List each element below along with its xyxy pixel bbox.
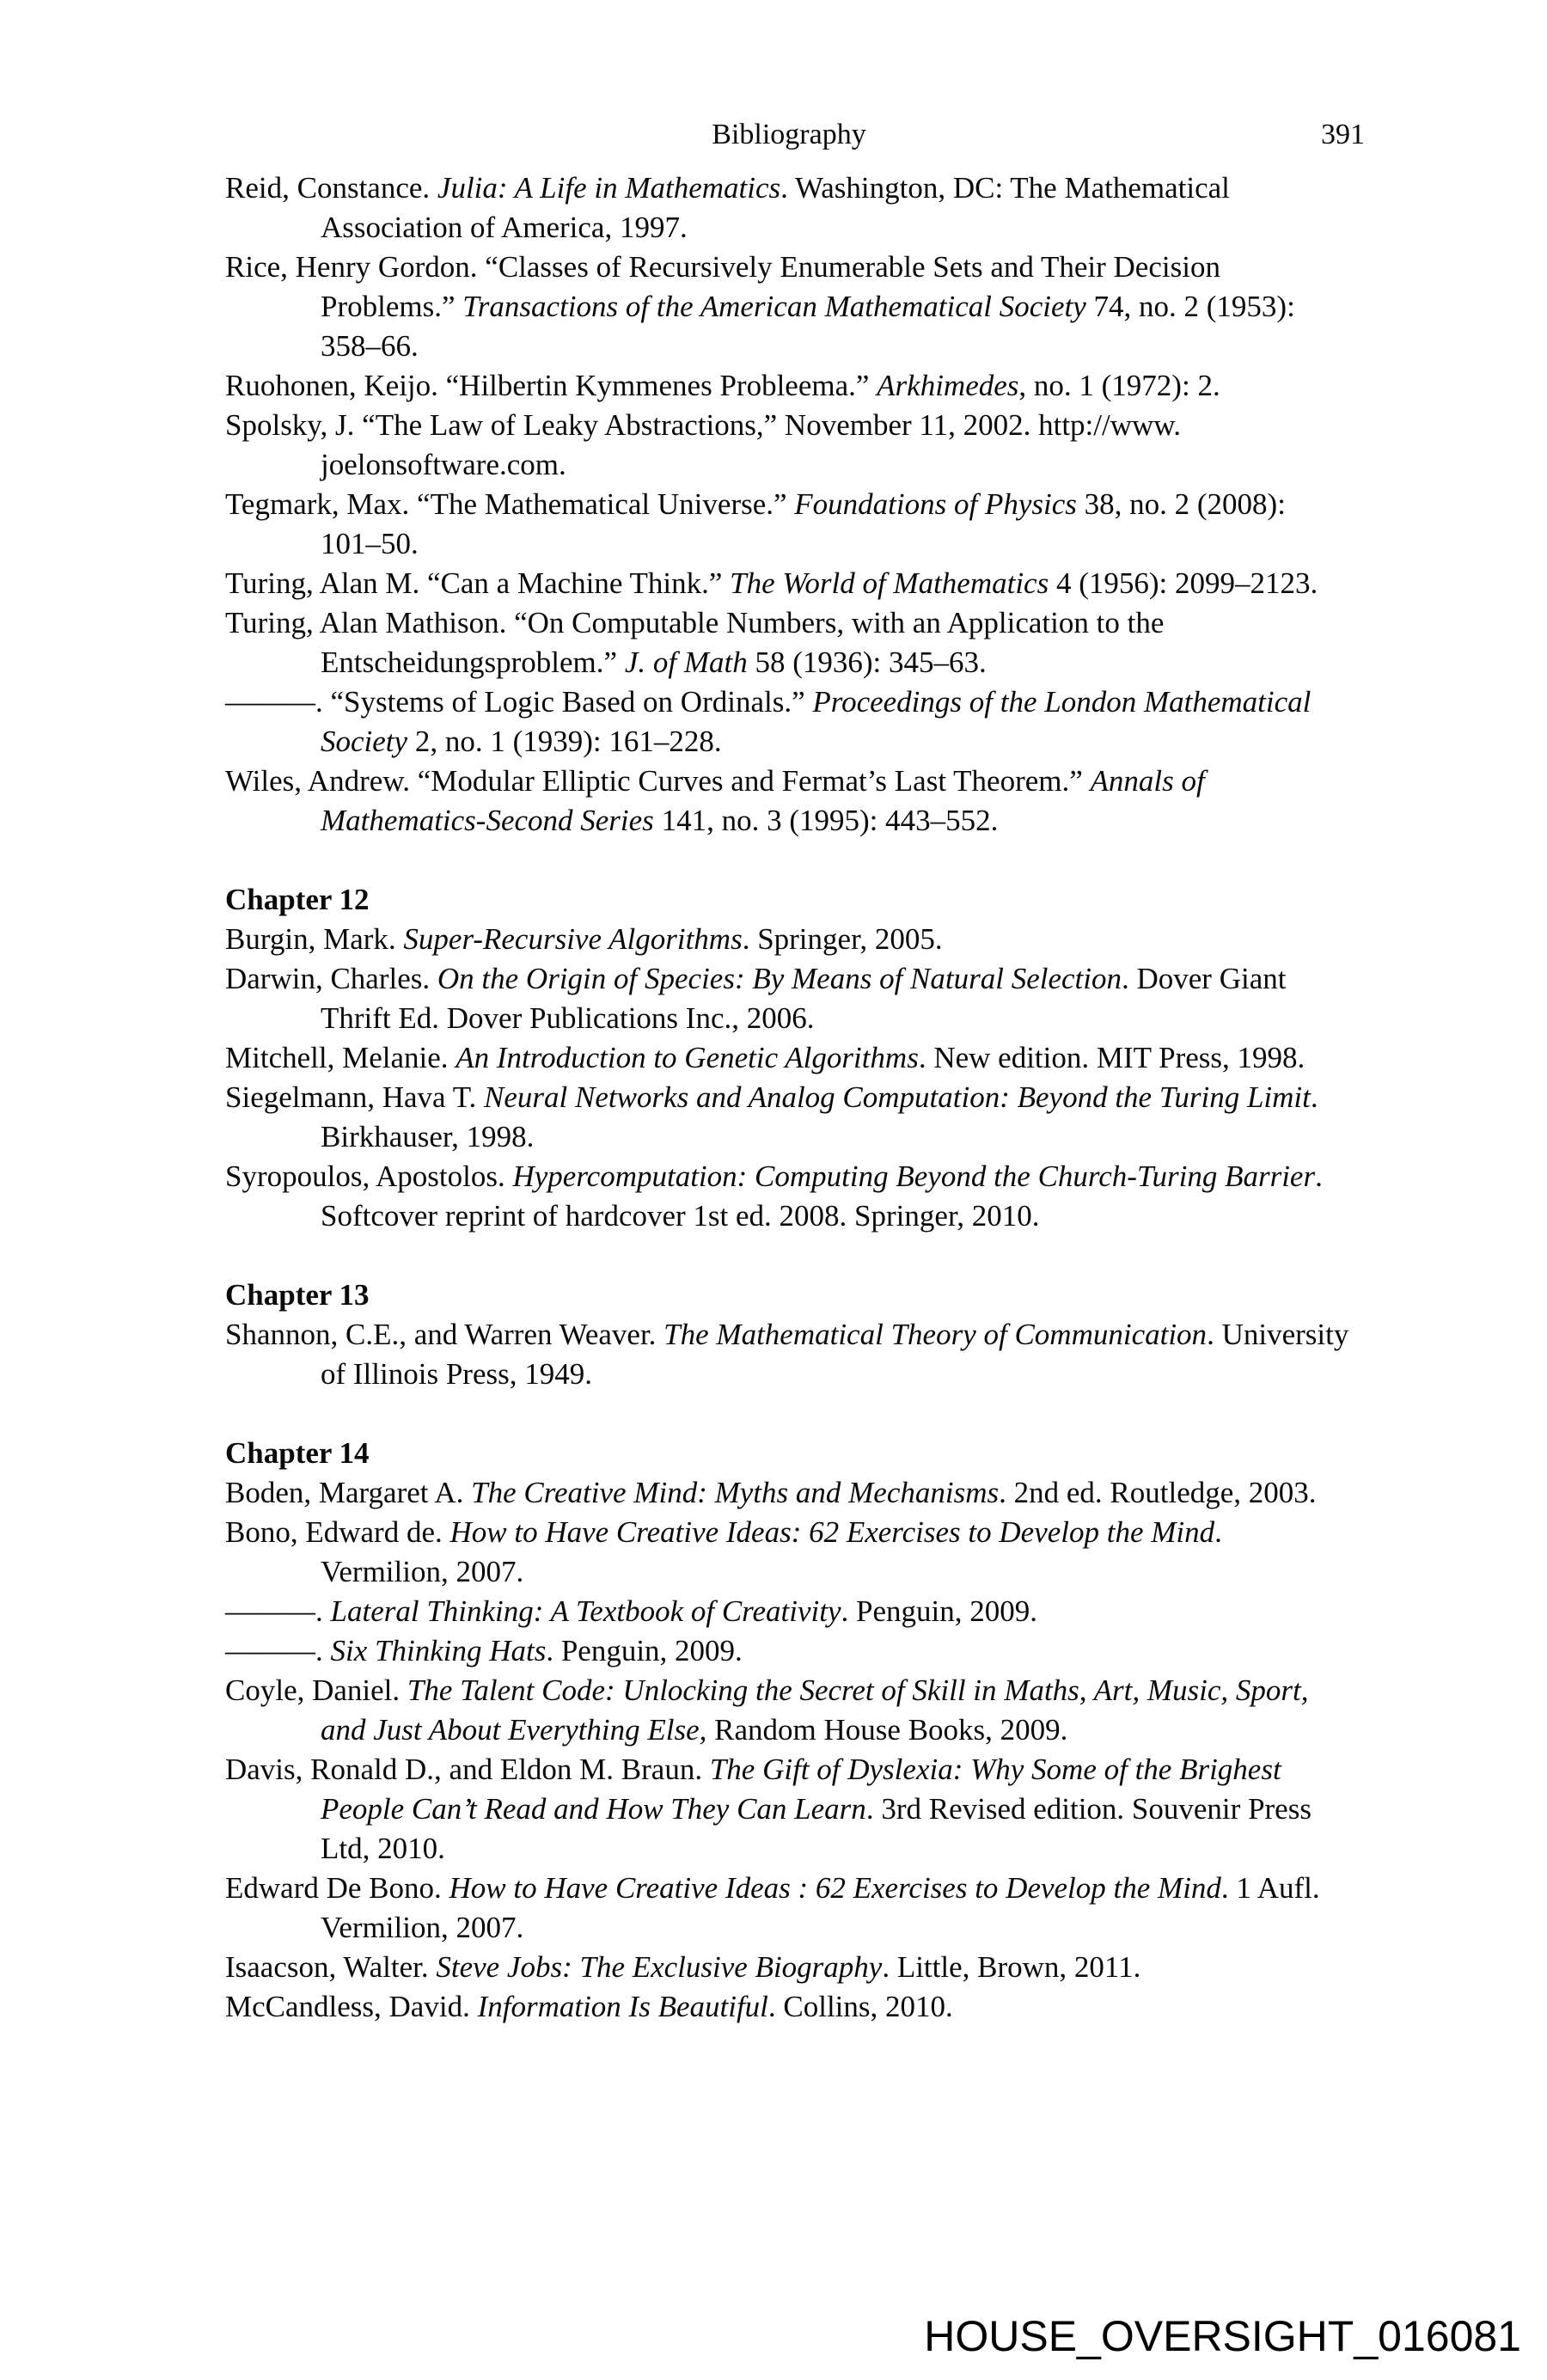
bibliography-entry [225, 682, 1353, 762]
entry-title-italic: Arkhimedes [877, 369, 1019, 402]
entry-title-italic: Transactions of the American Mathematical Society [462, 290, 1086, 323]
chapter-heading: Chapter 14 [225, 1436, 370, 1470]
entry-text: Wiles, Andrew. “Modular Elliptic Curves and Fermat’s Last Theorem.” [225, 764, 1091, 798]
entry-title-italic: Super-Recursive Algorithms [403, 922, 743, 956]
bibliography-entry [225, 366, 1353, 406]
entry-title-italic: Lateral Thinking: A Textbook of Creativity [330, 1594, 841, 1628]
entry-title-italic: Steve Jobs: The Exclusive Biography [436, 1950, 883, 1984]
entry-text: Boden, Margaret A. [225, 1476, 472, 1509]
bibliography-entry [225, 920, 1353, 959]
entry-text: Random House Books, 2009. [706, 1713, 1068, 1747]
running-header-title: Bibliography [712, 119, 866, 150]
entry-text: Mitchell, Melanie. [225, 1041, 456, 1074]
entry-text: 2, no. 1 (1939): 161–228. [407, 725, 722, 758]
entry-text: , no. 1 (1972): 2. [1018, 369, 1220, 402]
entry-text: Reid, Constance. [225, 171, 437, 205]
entry-text: 38, no. 2 (2008): 101–50. [321, 487, 1286, 560]
entry-title-italic: An Introduction to Genetic Algorithms [456, 1041, 919, 1074]
chapter-heading: Chapter 13 [225, 1278, 370, 1312]
chapter-heading: Chapter 12 [225, 883, 370, 916]
entry-title-italic: Information Is Beautiful [477, 1990, 768, 2023]
bibliography-section [225, 168, 1353, 841]
entry-text: Bono, Edward de. [225, 1515, 450, 1549]
entry-text: 141, no. 3 (1995): 443–552. [653, 804, 999, 837]
entry-text: Shannon, C.E., and Warren Weaver. [225, 1318, 664, 1351]
bibliography-sections [225, 168, 1353, 2027]
entry-text: Siegelmann, Hava T. [225, 1080, 484, 1114]
entry-title-italic: The Mathematical Theory of Communication [663, 1318, 1208, 1351]
bibliography-entry [225, 1869, 1353, 1948]
bibliography-entry [225, 1038, 1353, 1078]
bibliography-entry [225, 1078, 1353, 1157]
entry-text: . University of Illinois Press, 1949. [321, 1318, 1349, 1391]
entry-text: . Softcover reprint of hardcover 1st ed. 2008. Springer, 2010. [321, 1159, 1323, 1233]
bibliography-entry [225, 1513, 1353, 1592]
entry-text: . Vermilion, 2007. [321, 1515, 1222, 1588]
entry-title-italic: Foundations of Physics [794, 487, 1077, 521]
document-id-watermark: HOUSE_OVERSIGHT_016081 [924, 2312, 1521, 2360]
entry-title-italic: Proceedings of the London Mathematical Society [321, 685, 1312, 758]
entry-title-italic: The Creative Mind: Myths and Mechanisms [471, 1476, 1000, 1509]
entry-text: . Little, Brown, 2011. [882, 1950, 1141, 1984]
bibliography-entry [225, 1671, 1353, 1750]
bibliography-section [225, 1434, 1353, 2027]
entry-text: Coyle, Daniel. [225, 1673, 407, 1707]
entry-text: Tegmark, Max. “The Mathematical Universe.” [225, 487, 795, 521]
bibliography-entry [225, 1948, 1353, 1987]
entry-text: . Dover Giant Thrift Ed. Dover Publications Inc., 2006. [321, 962, 1287, 1035]
entry-title-italic: J. of Math [624, 645, 748, 679]
entry-text: . Springer, 2005. [742, 922, 943, 956]
entry-title-italic: The Gift of Dyslexia: Why Some of the Brighest People Can’t Read and How They Can Learn [321, 1753, 1281, 1826]
entry-text: . Penguin, 2009. [546, 1634, 743, 1667]
entry-text: Rice, Henry Gordon. “Classes of Recursively Enumerable Sets and Their Decision Problems.” [225, 250, 1220, 323]
entry-text: Syropoulos, Apostolos. [225, 1159, 513, 1193]
entry-text: Ruohonen, Keijo. “Hilbertin Kymmenes Probleema.” [225, 369, 877, 402]
bibliography-entry [225, 1631, 1353, 1671]
bibliography-entry [225, 564, 1353, 603]
entry-text: Spolsky, J. “The Law of Leaky Abstractions,” November 11, 2002. http://www. [225, 408, 1182, 442]
bibliography-entry [225, 603, 1353, 682]
entry-text: ———. “Systems of Logic Based on Ordinals.” [225, 685, 813, 719]
entry-text: . New edition. MIT Press, 1998. [918, 1041, 1305, 1074]
bibliography-entry [225, 1157, 1353, 1236]
entry-title-italic: Hypercomputation: Computing Beyond the Church-Turing Barrier [512, 1159, 1316, 1193]
entry-title-italic: How to Have Creative Ideas: 62 Exercises to Develop the Mind [449, 1515, 1215, 1549]
entry-text: . 1 Aufl. Vermilion, 2007. [321, 1871, 1320, 1944]
entry-text: . 2nd ed. Routledge, 2003. [999, 1476, 1317, 1509]
entry-text: Davis, Ronald D., and Eldon M. Braun. [225, 1753, 710, 1786]
entry-title-italic: How to Have Creative Ideas : 62 Exercises to Develop the Mind [449, 1871, 1221, 1905]
entry-text: Turing, Alan Mathison. “On Computable Numbers, with an Application to the Entscheidungsproblem.” [225, 606, 1165, 679]
page-number: 391 [1321, 119, 1365, 150]
bibliography-section [225, 1276, 1353, 1394]
bibliography-entry [225, 1473, 1353, 1513]
entry-text: Turing, Alan M. “Can a Machine Think.” [225, 566, 731, 600]
entry-text: joelonsoftware.com. [321, 448, 566, 481]
entry-title-italic: The Talent Code: Unlocking the Secret of Skill in Maths, Art, Music, Sport, and Just About Everything Else, [321, 1673, 1309, 1747]
entry-text: . 3rd Revised edition. Souvenir Press Ltd, 2010. [321, 1792, 1312, 1865]
bibliography-entry [225, 1987, 1353, 2027]
bibliography-entry [225, 168, 1353, 248]
bibliography-entry [225, 485, 1353, 564]
entry-text: Edward De Bono. [225, 1871, 449, 1905]
entry-text: . Birkhauser, 1998. [321, 1080, 1318, 1153]
page-header [225, 119, 1365, 158]
entry-text: . Collins, 2010. [767, 1990, 953, 2023]
entry-title-italic: Neural Networks and Analog Computation: Beyond the Turing Limit [484, 1080, 1311, 1114]
entry-text: ———. [225, 1634, 331, 1667]
entry-text: Darwin, Charles. [225, 962, 437, 995]
bibliography-entry [225, 248, 1353, 366]
bibliography-entry [225, 1592, 1353, 1631]
entry-text: . Washington, DC: The Mathematical Association of America, 1997. [321, 171, 1230, 244]
bibliography-entry [225, 406, 1353, 485]
bibliography-entry [225, 1315, 1353, 1394]
bibliography-entry [225, 762, 1353, 841]
entry-text: 74, no. 2 (1953): 358–66. [321, 290, 1295, 363]
entry-text: 58 (1936): 345–63. [747, 645, 987, 679]
entry-title-italic: The World of Mathematics [730, 566, 1049, 600]
entry-title-italic: Julia: A Life in Mathematics [437, 171, 781, 205]
entry-text: Isaacson, Walter. [225, 1950, 437, 1984]
bibliography-entry [225, 959, 1353, 1038]
entry-title-italic: Annals of Mathematics-Second Series [321, 764, 1205, 837]
entry-text: 4 (1956): 2099–2123. [1049, 566, 1318, 600]
entry-text: Burgin, Mark. [225, 922, 404, 956]
bibliography-entry [225, 1750, 1353, 1869]
entry-title-italic: Six Thinking Hats [330, 1634, 547, 1667]
bibliography-section [225, 880, 1353, 1236]
entry-text: . Penguin, 2009. [841, 1594, 1037, 1628]
entry-text: McCandless, David. [225, 1990, 478, 2023]
entry-title-italic: On the Origin of Species: By Means of Natural Selection [437, 962, 1122, 995]
entry-text: ———. [225, 1594, 331, 1628]
